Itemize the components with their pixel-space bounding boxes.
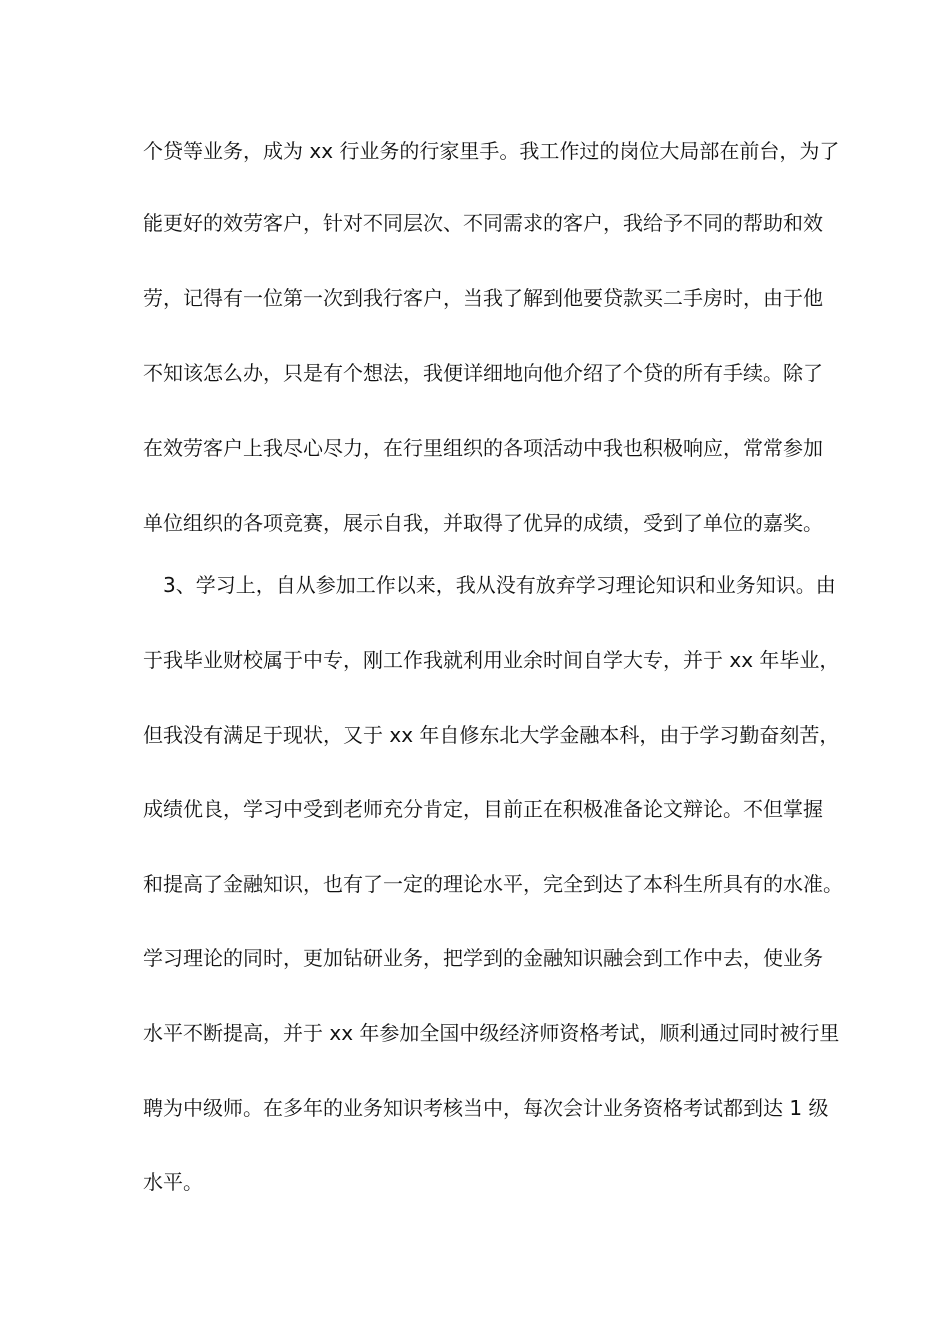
text-line: 于我毕业财校属于中专，刚工作我就利用业余时间自学大专，并于 xx 年毕业，	[143, 648, 840, 672]
text-line: 学习理论的同时，更加钻研业务，把学到的金融知识融会到工作中去，使业务	[143, 946, 823, 970]
text-line: 能更好的效劳客户，针对不同层次、不同需求的客户，我给予不同的帮助和效	[143, 211, 823, 235]
text-line: 但我没有满足于现状，又于 xx 年自修东北大学金融本科，由于学习勤奋刻苦，	[143, 723, 840, 747]
text-line: 和提高了金融知识，也有了一定的理论水平，完全到达了本科生所具有的水准。	[143, 872, 843, 896]
text-line: 在效劳客户上我尽心尽力，在行里组织的各项活动中我也积极响应，常常参加	[143, 436, 823, 460]
text-line: 个贷等业务，成为 xx 行业务的行家里手。我工作过的岗位大局部在前台，为了	[143, 139, 840, 163]
text-line: 不知该怎么办，只是有个想法，我便详细地向他介绍了个贷的所有手续。除了	[143, 361, 823, 385]
text-line: 劳，记得有一位第一次到我行客户，当我了解到他要贷款买二手房时，由于他	[143, 286, 823, 310]
text-line: 水平不断提高，并于 xx 年参加全国中级经济师资格考试，顺利通过同时被行里	[143, 1021, 840, 1045]
text-line: 成绩优良，学习中受到老师充分肯定，目前正在积极准备论文辩论。不但掌握	[143, 797, 823, 821]
text-line: 3、学习上，自从参加工作以来，我从没有放弃学习理论知识和业务知识。由	[163, 573, 836, 597]
text-line: 聘为中级师。在多年的业务知识考核当中，每次会计业务资格考试都到达 1 级	[143, 1096, 829, 1120]
text-line: 水平。	[143, 1170, 203, 1194]
text-line: 单位组织的各项竞赛，展示自我，并取得了优异的成绩，受到了单位的嘉奖。	[143, 511, 823, 535]
